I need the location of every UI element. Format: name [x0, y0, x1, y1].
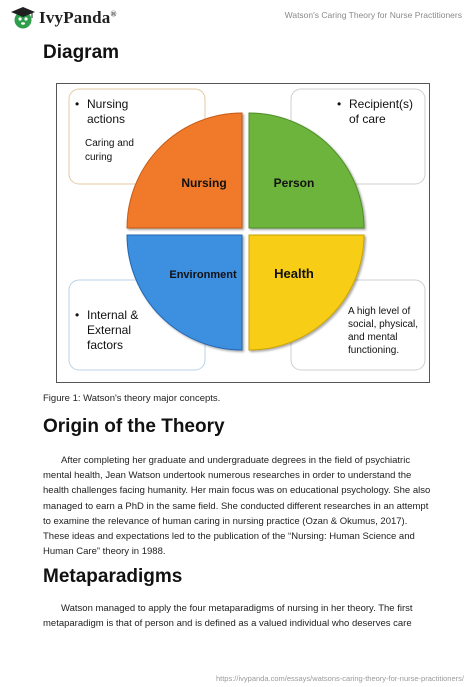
bottom-right-line-2: social, physical, [348, 319, 419, 330]
figure-caption: Figure 1: Watson's theory major concepts. [43, 393, 221, 404]
bottom-left-bullet: • [75, 308, 80, 322]
graduation-cap-icon [10, 6, 36, 30]
top-left-sub-2: curing [85, 152, 113, 163]
bottom-right-line-4: functioning. [348, 345, 400, 356]
page-header [0, 0, 474, 40]
top-right-line-2: of care [349, 112, 386, 126]
bottom-right-line-3: and mental [348, 332, 398, 343]
nursing-label: Nursing [181, 176, 227, 190]
ivypanda-logo[interactable] [10, 6, 117, 30]
origin-paragraph: After completing her graduate and undergraduate degrees in the field of psychiatric mental health, Jean Watson undertook numerous researches in order to understand the health challenges facing humanity. Her main focus was on educational psychology. She also managed to earn a PhD in the same field. She conducted different researches in an attempt to examine the relevance of human caring in nursing practice (Ozan & Okumus, 2017). These ideas and expectations led to the publication of the “Nursing: Human Science and Human Care” theory in 1988. [43, 455, 431, 558]
top-right-bullet: • [337, 97, 342, 111]
watson-concepts-diagram [56, 83, 430, 383]
top-right-line-1: Recipient(s) [349, 97, 414, 111]
bottom-left-line-1: Internal & [87, 308, 139, 322]
top-left-sub-1: Caring and [85, 138, 134, 149]
diagram-svg [57, 84, 429, 382]
brand-name: IvyPanda® [39, 8, 117, 27]
bottom-left-line-2: External [87, 323, 132, 337]
source-url[interactable]: https://ivypanda.com/essays/watsons-caring-theory-for-nurse-practitioners/ [215, 674, 464, 683]
top-left-bullet: • [75, 97, 80, 111]
top-left-line-2: actions [87, 112, 126, 126]
metaparadigms-paragraph: Watson managed to apply the four metaparadigms of nursing in her theory. The first metaparadigm is that of person and is defined as a valued individual who deserves care [43, 603, 413, 630]
environment-label: Environment [169, 269, 237, 281]
origin-heading: Origin of the Theory [43, 416, 225, 437]
health-label: Health [274, 266, 314, 281]
person-label: Person [273, 176, 315, 190]
bottom-left-line-3: factors [87, 338, 124, 352]
top-left-line-1: Nursing [87, 97, 129, 111]
bottom-right-line-1: A high level of [348, 306, 411, 317]
document-title: Watson's Caring Theory for Nurse Practitioners [284, 10, 462, 20]
diagram-heading: Diagram [43, 42, 120, 63]
metaparadigms-heading: Metaparadigms [43, 566, 183, 587]
